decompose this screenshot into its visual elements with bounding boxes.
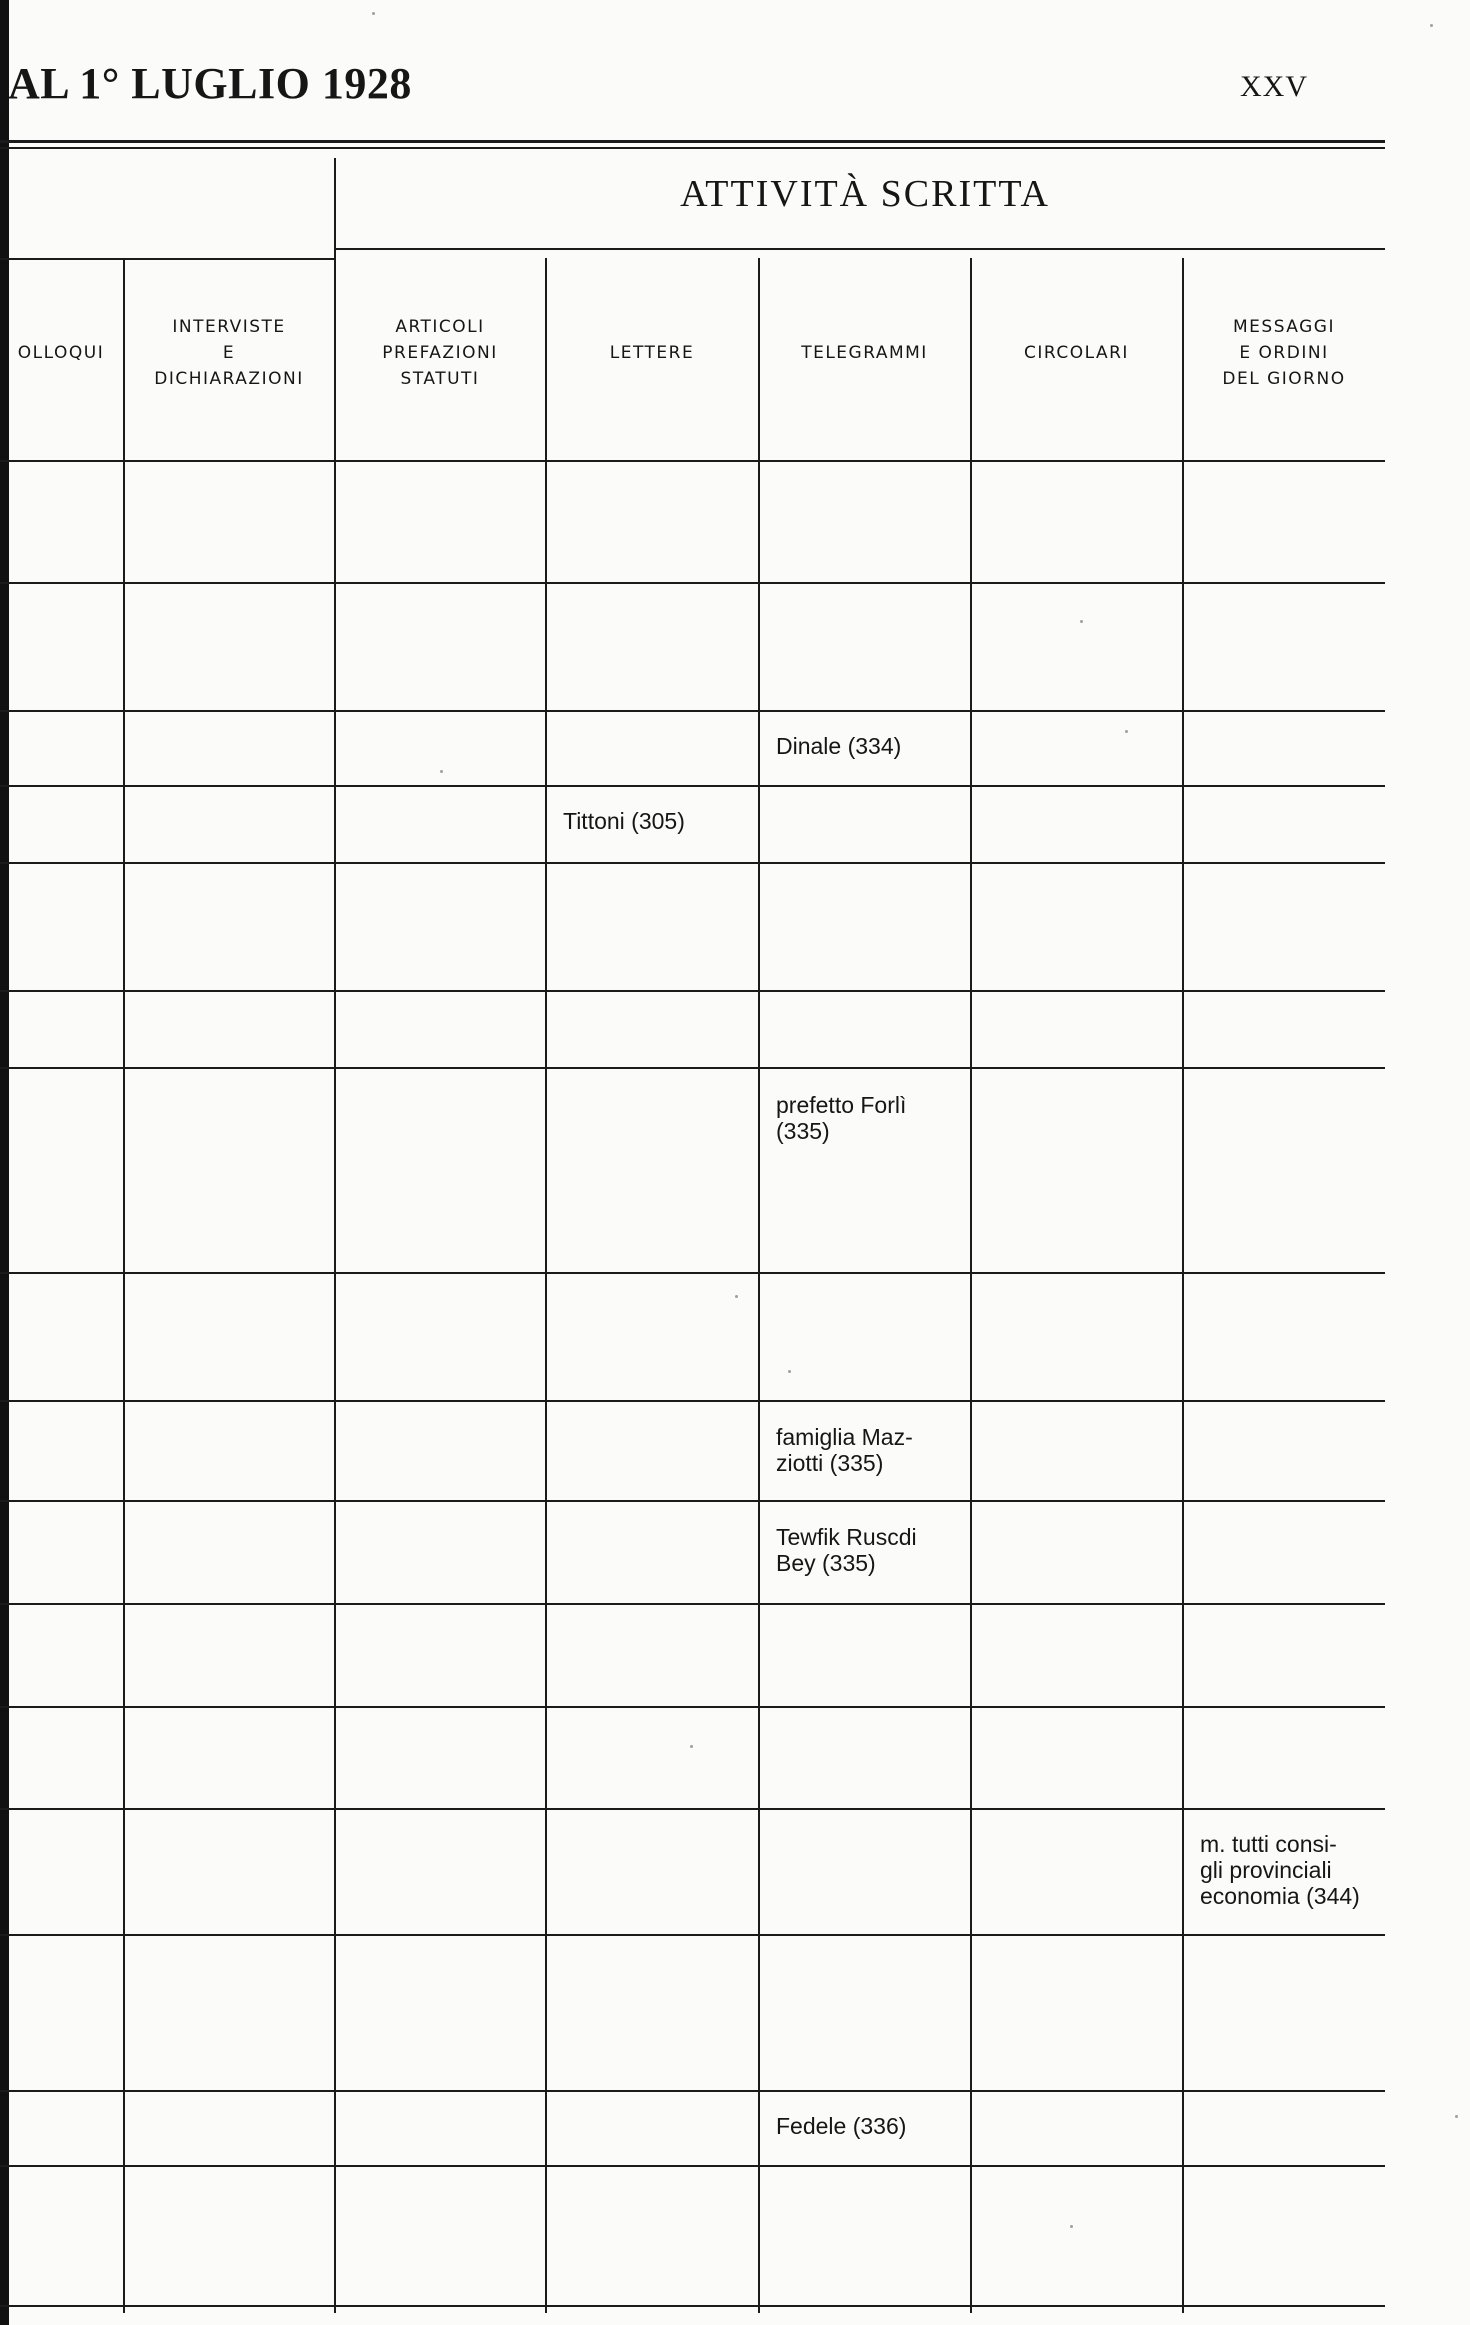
- scan-speck: [1430, 24, 1433, 27]
- column-header-interviste: INTERVISTE E DICHIARAZIONI: [154, 317, 304, 389]
- scan-speck: [1455, 2115, 1458, 2118]
- row-rule: [0, 1808, 1385, 1810]
- column-header-messaggi: MESSAGGI E ORDINI DEL GIORNO: [1222, 317, 1346, 389]
- row-rule: [0, 1603, 1385, 1605]
- column-rule-5: [970, 258, 972, 2313]
- entry-lettere-tittoni: Tittoni (305): [563, 808, 685, 834]
- scan-speck: [1125, 730, 1128, 733]
- column-rule-4: [758, 258, 760, 2313]
- column-rule-1: [123, 258, 125, 2313]
- column-header-colloqui: OLLOQUI: [17, 343, 105, 363]
- section-title-rule: [335, 248, 1385, 250]
- column-rule-3: [545, 258, 547, 2313]
- row-rule: [0, 2165, 1385, 2167]
- row-rule: [0, 862, 1385, 864]
- row-rule: [0, 990, 1385, 992]
- row-rule: [0, 2305, 1385, 2307]
- column-header-lettere: LETTERE: [609, 343, 695, 363]
- scan-speck: [788, 1370, 791, 1373]
- entry-telegrammi-dinale: Dinale (334): [776, 733, 902, 759]
- row-rule: [0, 1934, 1385, 1936]
- row-rule: [0, 2090, 1385, 2092]
- column-rule-6: [1182, 258, 1184, 2313]
- scan-speck: [1070, 2225, 1073, 2228]
- scan-speck: [372, 12, 375, 15]
- entry-telegrammi-prefetto: prefetto Forlì (335): [776, 1092, 907, 1144]
- row-rule: [0, 1272, 1385, 1274]
- entry-telegrammi-tewfik: Tewfik Ruscdi Bey (335): [776, 1524, 917, 1576]
- row-rule: [0, 582, 1385, 584]
- top-rule-secondary: [0, 147, 1385, 149]
- row-rule: [0, 460, 1385, 462]
- scan-speck: [1080, 620, 1083, 623]
- column-header-articoli: ARTICOLI PREFAZIONI STATUTI: [382, 317, 498, 389]
- entry-messaggi-consigli: m. tutti consi- gli provinciali economia (344): [1200, 1831, 1360, 1909]
- scan-speck: [440, 770, 443, 773]
- entry-telegrammi-mazziotti: famiglia Maz- ziotti (335): [776, 1424, 913, 1476]
- section-title: ATTIVITÀ SCRITTA: [680, 173, 1050, 215]
- column-header-telegrammi: TELEGRAMMI: [801, 343, 928, 363]
- row-rule: [0, 710, 1385, 712]
- row-rule: [0, 1706, 1385, 1708]
- scan-speck: [735, 1295, 738, 1298]
- row-rule: [0, 1067, 1385, 1069]
- running-title: AL 1° LUGLIO 1928: [8, 59, 412, 108]
- column-rule-2: [334, 158, 336, 2313]
- row-rule: [0, 1500, 1385, 1502]
- scan-speck: [690, 1745, 693, 1748]
- row-rule: [0, 1400, 1385, 1402]
- column-header-circolari: CIRCOLARI: [1024, 343, 1129, 363]
- row-rule: [0, 785, 1385, 787]
- page-number: XXV: [1240, 70, 1308, 103]
- entry-telegrammi-fedele: Fedele (336): [776, 2113, 907, 2139]
- top-rule: [0, 140, 1385, 143]
